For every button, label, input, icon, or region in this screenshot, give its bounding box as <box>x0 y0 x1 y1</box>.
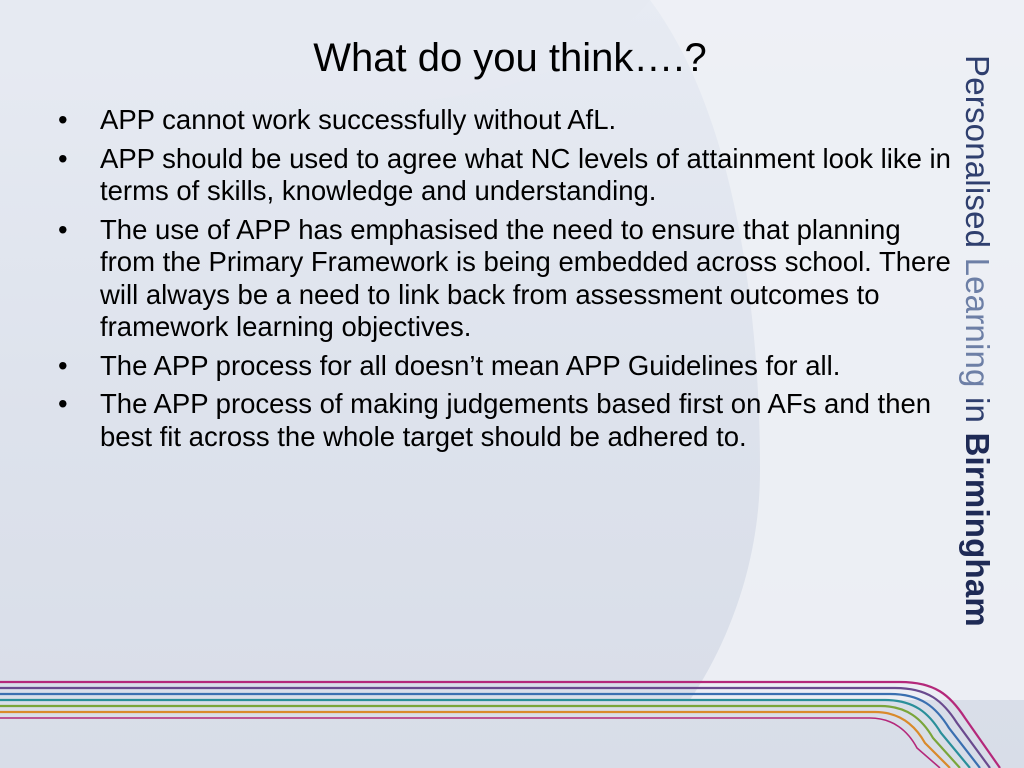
bullet-dot-icon: • <box>58 213 68 245</box>
bullet-dot-icon: • <box>58 104 68 135</box>
bullet-item <box>58 143 963 208</box>
bullet-item <box>58 388 963 453</box>
brand-wordmark <box>958 55 996 627</box>
bullet-list <box>58 104 963 459</box>
brand-word-personalised: Personalised <box>959 55 996 249</box>
bullet-text: The APP process for all doesn’t mean APP Guidelines for all. <box>100 349 841 381</box>
bullet-item <box>58 350 963 383</box>
bullet-text: APP should be used to agree what NC levels of attainment look like in terms of skills, knowledge and understanding. <box>100 142 951 206</box>
brand-logo <box>958 55 998 655</box>
bullet-dot-icon: • <box>58 142 68 174</box>
bullet-dot-icon: • <box>58 388 68 419</box>
bullet-dot-icon: • <box>58 349 68 381</box>
brand-word-learning: Learning <box>959 257 996 388</box>
bullet-item <box>58 104 963 137</box>
bullet-text: The APP process of making judgements based first on AFs and then best fit across the whole target should be adhered to. <box>100 388 932 452</box>
bullet-text: APP cannot work successfully without AfL. <box>100 104 617 135</box>
decorative-stripes <box>0 660 1024 768</box>
bullet-item <box>58 214 963 344</box>
bullet-text: The use of APP has emphasised the need to ensure that planning from the Primary Framework is being embedded across school. There will always be a need to link back from assessment outcomes to framework learning objectives. <box>100 213 951 342</box>
brand-word-birmingham: Birmingham <box>959 432 996 627</box>
slide-title: What do you think….? <box>313 36 707 80</box>
brand-word-in: in <box>959 396 996 424</box>
